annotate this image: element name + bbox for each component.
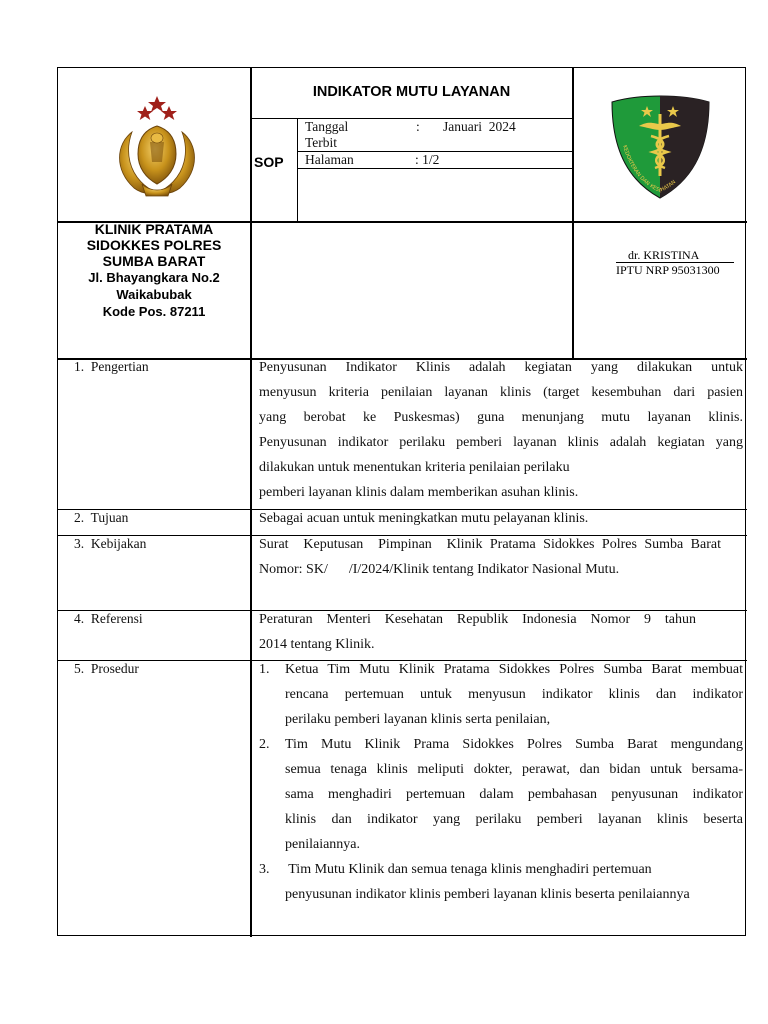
sop-label: SOP: [254, 154, 284, 170]
step-line: penilaiannya.: [285, 837, 361, 852]
divider-right-column: [572, 68, 574, 358]
label-pengertian: 1. Pengertian: [74, 359, 149, 374]
tanggal-label: Tanggal: [305, 119, 349, 134]
kedokteran-kesehatan-logo: [609, 94, 712, 199]
clinic-address-line3: Kode Pos. 87211: [102, 304, 206, 319]
prosedur-step: [259, 657, 743, 732]
step-number: 1.: [259, 662, 270, 677]
pengertian-line: menyusun kriteria penilaian layanan klinis (target kesembuhan dari pasien: [259, 385, 743, 400]
halaman-value: : 1/2: [415, 152, 440, 167]
tujuan-content: Sebagai acuan untuk meningkatkan mutu pelayanan klinis.: [259, 511, 589, 526]
clinic-name-block: [58, 221, 250, 320]
step-line: sama menghadiri pertemuan dalam pembahasan penyusunan indikator: [285, 787, 743, 802]
pengertian-line: Penyusunan indikator perilaku pemberi layanan klinis adalah kegiatan yang: [259, 435, 743, 450]
pengertian-content: [259, 355, 743, 505]
terbit-label: Terbit: [305, 135, 338, 150]
step-number: 3.: [259, 862, 270, 877]
label-tujuan: 2. Tujuan: [74, 510, 129, 525]
tanggal-value: Januari 2024: [443, 119, 516, 134]
star-icon: [137, 106, 153, 120]
kebijakan-line: Nomor: SK/ /I/2024/Klinik tentang Indikator Nasional Mutu.: [259, 562, 620, 577]
step-line: klinis dan indikator yang perilaku pemberi layanan klinis beserta: [285, 812, 743, 827]
clinic-address-line2: Waikabubak: [116, 287, 192, 302]
kebijakan-line: Surat Keputusan Pimpinan Klinik Pratama Sidokkes Polres Sumba Barat: [259, 537, 721, 552]
document-title: INDIKATOR MUTU LAYANAN: [312, 84, 511, 100]
star-icon: [161, 106, 177, 120]
pengertian-line: dilakukan untuk menentukan kriteria penilaian perilaku: [259, 460, 570, 475]
pengertian-line: yang berobat ke Puskesmas) guna menunjang mutu layanan klinis.: [259, 410, 743, 425]
prosedur-content: [259, 657, 743, 907]
svg-text:KEDOKTERAN DAN KESEHATAN: KEDOKTERAN DAN KESEHATAN: [621, 144, 678, 195]
prosedur-step: [259, 732, 743, 857]
sop-document: [57, 67, 746, 936]
step-line: penyusunan indikator klinis pemberi layanan klinis beserta penilaiannya: [285, 887, 690, 902]
step-line: Tim Mutu Klinik dan semua tenaga klinis menghadiri pertemuan: [285, 862, 652, 877]
pengertian-line: Penyusunan Indikator Klinis adalah kegiatan yang dilakukan untuk: [259, 360, 743, 375]
divider-sop-column: [297, 118, 298, 221]
step-line: Tim Mutu Klinik Prama Sidokkes Polres Sumba Barat mengundang: [285, 737, 743, 752]
step-line: Ketua Tim Mutu Klinik Pratama Sidokkes Polres Sumba Barat membuat: [285, 662, 743, 677]
halaman-label: Halaman: [305, 152, 354, 167]
clinic-name-line2: SIDOKKES POLRES: [86, 237, 222, 253]
referensi-line: Peraturan Menteri Kesehatan Republik Indonesia Nomor 9 tahun: [259, 612, 696, 627]
step-line: semua tenaga klinis meliputi dokter, perawat, dan bidan untuk bersama-: [285, 762, 743, 777]
signatory-name: dr. KRISTINA: [616, 248, 734, 263]
label-kebijakan: 3. Kebijakan: [74, 536, 147, 551]
step-line: rencana pertemuan untuk menyusun indikator klinis dan indikator: [285, 687, 743, 702]
clinic-name-line1: KLINIK PRATAMA: [94, 221, 214, 237]
prosedur-step: [259, 857, 743, 907]
clinic-address-line1: Jl. Bhayangkara No.2: [88, 270, 220, 285]
kebijakan-content: [259, 532, 721, 582]
pengertian-line: pemberi layanan klinis dalam memberikan asuhan klinis.: [259, 485, 579, 500]
signatory-rank: IPTU NRP 95031300: [616, 263, 720, 277]
tanggal-separator: :: [416, 119, 420, 134]
clinic-name-line3: SUMBA BARAT: [102, 253, 206, 269]
step-number: 2.: [259, 737, 270, 752]
divider-title: [250, 118, 573, 119]
referensi-content: [259, 607, 696, 657]
referensi-line: 2014 tentang Klinik.: [259, 637, 375, 652]
step-line: perilaku pemberi layanan klinis serta penilaian,: [285, 712, 551, 727]
label-referensi: 4. Referensi: [74, 611, 143, 626]
star-icon: [148, 96, 166, 112]
police-emblem-logo: [112, 96, 202, 198]
label-prosedur: 5. Prosedur: [74, 661, 139, 676]
divider-left-column: [250, 68, 252, 937]
divider-halaman: [297, 168, 573, 169]
